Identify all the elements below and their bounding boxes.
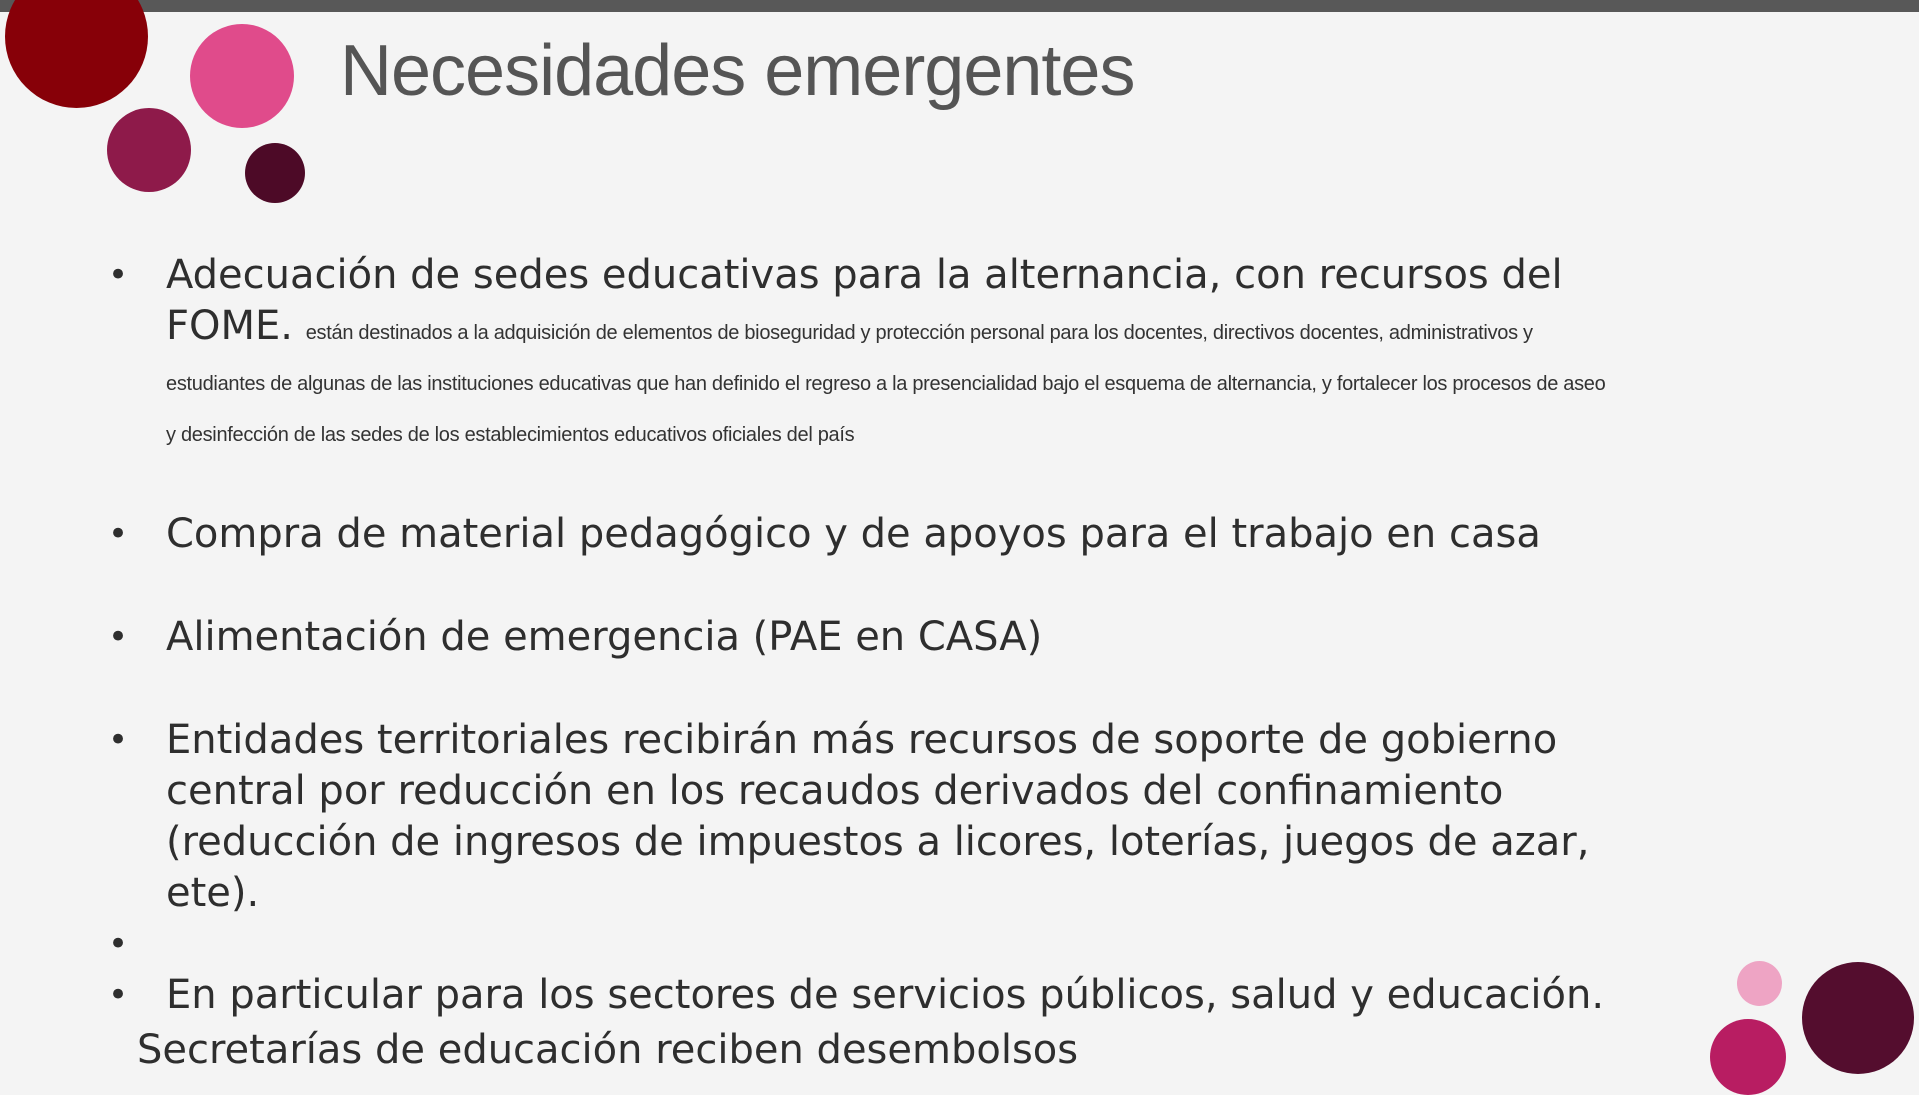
bullet-marker: • — [108, 720, 129, 760]
bullet-text: Adecuación de sedes educativas para la alternancia, con recursos del FOME. — [166, 252, 1563, 349]
bullet-marker: • — [108, 255, 129, 295]
decor-circle-raspberry — [1710, 1019, 1786, 1095]
decor-circle-light-pink — [1737, 961, 1782, 1006]
slide-title: Necesidades emergentes — [340, 31, 1135, 111]
bullet-list — [108, 250, 1608, 1021]
bullet-item-empty — [108, 919, 1608, 970]
bullet-text — [166, 921, 179, 967]
bullet-item — [108, 715, 1608, 919]
bullet-item — [108, 509, 1608, 560]
bullet-item — [108, 250, 1608, 454]
decor-circle-pink — [190, 24, 294, 128]
bullet-item — [108, 612, 1608, 663]
decor-circle-deep-plum — [1802, 962, 1914, 1074]
bullet-text: Alimentación de emergencia (PAE en CASA) — [166, 614, 1043, 660]
decor-circle-plum — [245, 143, 305, 203]
top-bar — [0, 0, 1919, 12]
bullet-detail-text: están destinados a la adquisición de elementos de bioseguridad y protección personal para los docentes, directivos docentes, administrativos y estudiantes de algunas de las instituciones educativas que han definido el regreso a la presencialidad bajo el esquema de alternancia, y fortalecer los procesos de aseo y desinfección de las sedes de los establecimientos educativos oficiales del país — [166, 322, 1606, 446]
bullet-text: En particular para los sectores de servicios públicos, salud y educación. — [166, 972, 1605, 1018]
bullet-marker: • — [108, 924, 129, 964]
decor-circle-dark-red — [5, 0, 148, 108]
bullet-text: Entidades territoriales recibirán más recursos de soporte de gobierno central por reducción en los recaudos derivados del confinamiento (reducción de ingresos de impuestos a licores, loterías, juegos de azar, ete). — [166, 717, 1590, 916]
bullet-marker: • — [108, 514, 129, 554]
bullet-marker: • — [108, 617, 129, 657]
bullet-marker: • — [108, 975, 129, 1015]
decor-circle-magenta — [107, 108, 191, 192]
footer-text: Secretarías de educación reciben desembolsos — [137, 1027, 1079, 1073]
bullet-item — [108, 970, 1608, 1021]
bullet-text: Compra de material pedagógico y de apoyos para el trabajo en casa — [166, 511, 1541, 557]
